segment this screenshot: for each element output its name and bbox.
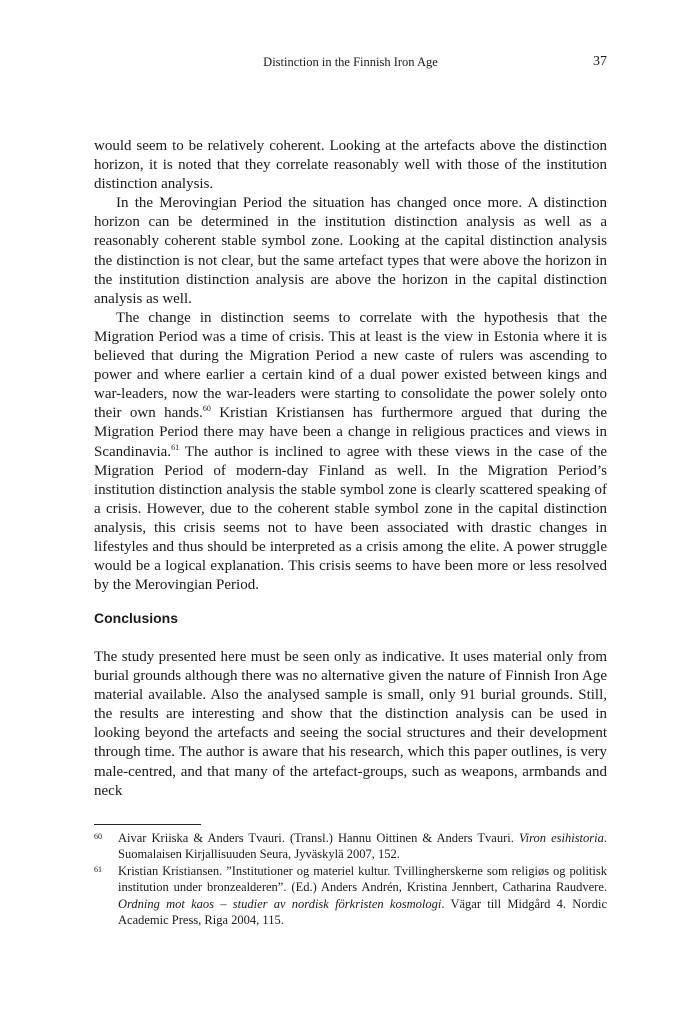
- section-heading: Conclusions: [94, 610, 179, 626]
- paragraph: [94, 137, 607, 194]
- italic-title: Viron esihistoria: [518, 831, 604, 845]
- paragraph: [94, 309, 607, 595]
- text-run: would seem to be relatively coherent. Looking at the artefacts above the distinction horizon, it is noted that they correlate reasonably well with those of the institution distinction analysis.: [94, 138, 607, 193]
- text-run: The author is inclined to agree with these views in the case of the Migration Period of modern-day Finland as well. In the Migration Period’s institution distinction analysis the stable symbol zone is clearly scattered speaking of a crisis. However, due to the coherent stable symbol zone in the capital distinction analysis, this crisis seems not to have been associated with drastic changes in lifestyles and thus should be interpreted as a crisis among the elite. A power struggle would be a logical explanation. This crisis seems to have been more or less resolved by the Merovingian Period.: [94, 443, 607, 594]
- body-text-lower: [94, 648, 607, 801]
- footnote-number: 60: [94, 832, 102, 841]
- text-run: . Vägar till Midgård 4. Nordic Academic Press, Riga 2004, 115.: [118, 896, 607, 928]
- footnote: [94, 830, 607, 863]
- text-run: Aivar Kriiska & Anders Tvauri. (Transl.) Hannu Oittinen & Anders Tvauri.: [118, 831, 519, 845]
- footnote-ref: 60: [202, 404, 211, 414]
- footnotes: [94, 830, 607, 928]
- text-run: The change in distinction seems to correlate with the hypothesis that the Migration Period was a time of crisis. This at least is the view in Estonia where it is believed that during the Migration Period a new caste of rulers was ascending to power and where earlier a certain kind of a dual power existed between kings and war-leaders, now the war-leaders were starting to consolidate the power solely onto their own hands.: [94, 309, 607, 422]
- paragraph: [94, 648, 607, 801]
- page-number: 37: [593, 54, 607, 69]
- paragraph: [94, 194, 607, 309]
- text-run: . Suomalaisen Kirjallisuuden Seura, Jyväskylä 2007, 152.: [118, 831, 607, 862]
- text-run: Kristian Kristiansen. ”Institutioner og materiel kultur. Tvillingherskerne som religiøs og politisk institution under bronzealderen”. (Ed.) Anders Andrén, Kristina Jennbert, Catharina Raudvere.: [118, 863, 607, 895]
- footnote-ref: 61: [171, 442, 180, 452]
- body-text-upper: [94, 137, 607, 595]
- footnote: [94, 863, 607, 929]
- text-run: Kristian Kristiansen has furthermore argued that during the Migration Period there may have been a change in religious practices and views in Scandinavia.: [94, 405, 607, 460]
- footnote-number: 61: [94, 864, 102, 874]
- italic-title: Ordning mot kaos – studier av nordisk förkristen kosmologi: [118, 896, 442, 911]
- running-header: [94, 55, 607, 73]
- text-run: In the Merovingian Period the situation has changed once more. A distinction horizon can be determined in the institution distinction analysis as well as a reasonably coherent stable symbol zone. Looking at the capital distinction analysis the distinction is not clear, but the same artefact types that were above the horizon in the institution distinction analysis are above the horizon in the capital distinction analysis as well.: [94, 195, 607, 307]
- text-run: The study presented here must be seen only as indicative. It uses material only from burial grounds although there was no alternative given the nature of Finnish Iron Age material available. Also the analysed sample is small, only 91 burial grounds. Still, the results are interesting and show that the distinction analysis can be used in looking beyond the artefacts and seeing the social structures and their development through time. The author is aware that his research, which this paper outlines, is very male-centred, and that many of the artefact-groups, such as weapons, armbands and neck: [94, 649, 607, 799]
- footnote-rule: [94, 824, 201, 825]
- running-title: Distinction in the Finnish Iron Age: [263, 55, 438, 69]
